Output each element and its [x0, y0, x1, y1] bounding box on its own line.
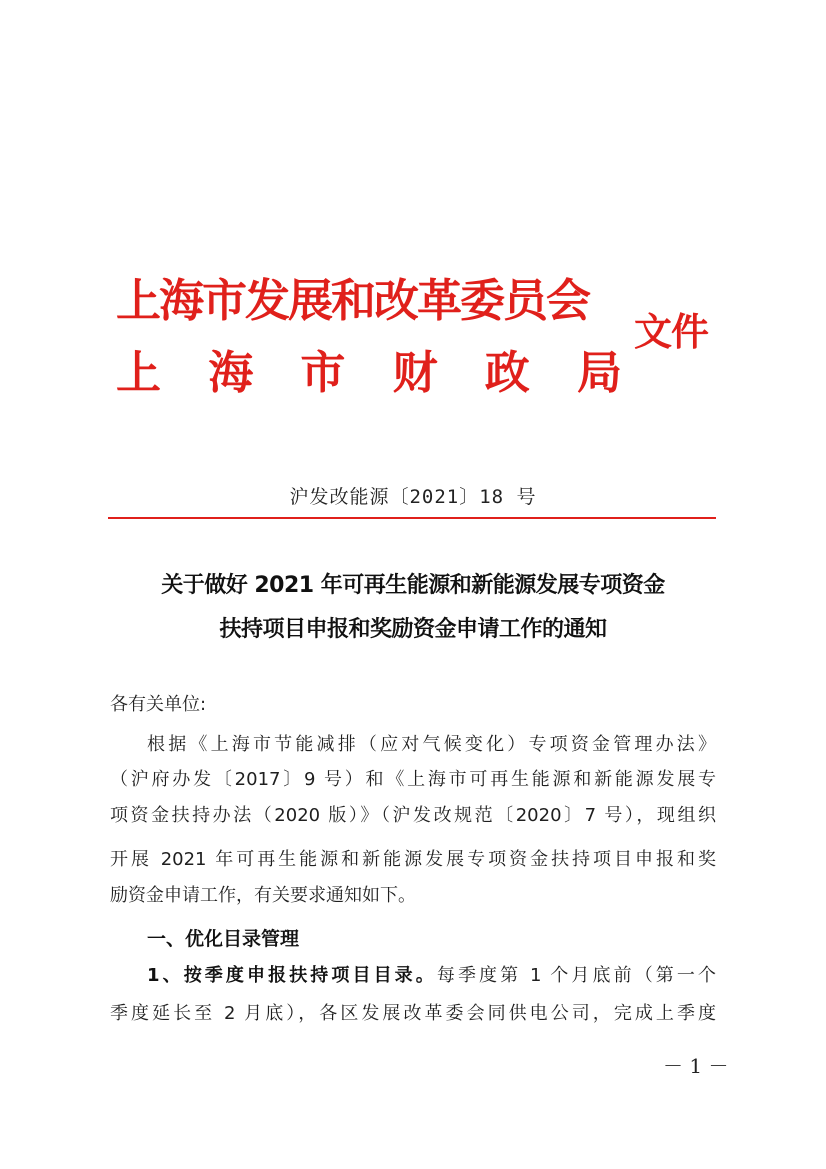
paragraph-line: 根据《上海市节能减排（应对气候变化）专项资金管理办法》 — [147, 734, 716, 755]
page-number: － 1 － — [663, 1054, 729, 1078]
document-title-line-1: 关于做好 2021 年可再生能源和新能源发展专项资金 — [161, 573, 665, 598]
issuer-line-2-char: 市 — [300, 346, 346, 399]
issuer-line-2-char: 海 — [208, 346, 254, 399]
paragraph-line: 开展 2021 年可再生能源和新能源发展专项资金扶持项目申报和奖 — [110, 849, 716, 870]
document-mark: 文件 — [634, 309, 709, 354]
document-title-line-2: 扶持项目申报和奖励资金申请工作的通知 — [219, 617, 607, 642]
issuer-line-1: 上海市发展和改革委员会 — [116, 274, 590, 327]
item-1-line-2: 季度延长至 2 月底），各区发展改革委会同供电公司，完成上季度 — [110, 1003, 716, 1024]
issuer-line-2-char: 上 — [116, 346, 162, 399]
document-number: 沪发改能源〔2021〕18 号 — [289, 486, 537, 508]
issuer-line-2-char: 财 — [392, 346, 438, 399]
salutation: 各有关单位: — [110, 694, 207, 715]
item-1-text: 每季度第 1 个月底前（第一个 — [436, 965, 716, 986]
red-separator-rule — [108, 517, 716, 519]
item-1-label: 1、按季度申报扶持项目目录。 — [147, 965, 437, 986]
paragraph-line: 项资金扶持办法（2020 版）》（沪发改规范〔2020〕7 号），现组织 — [110, 805, 716, 826]
paragraph-line: （沪府办发〔2017〕9 号）和《上海市可再生能源和新能源发展专 — [110, 769, 716, 790]
paragraph-line: 励资金申请工作，有关要求通知如下。 — [110, 885, 416, 906]
item-1-line-1 — [147, 967, 716, 985]
issuer-line-2 — [116, 346, 622, 399]
issuer-line-2-char: 政 — [484, 346, 530, 399]
issuer-line-2-char: 局 — [576, 346, 622, 399]
section-heading: 一、优化目录管理 — [147, 928, 300, 950]
